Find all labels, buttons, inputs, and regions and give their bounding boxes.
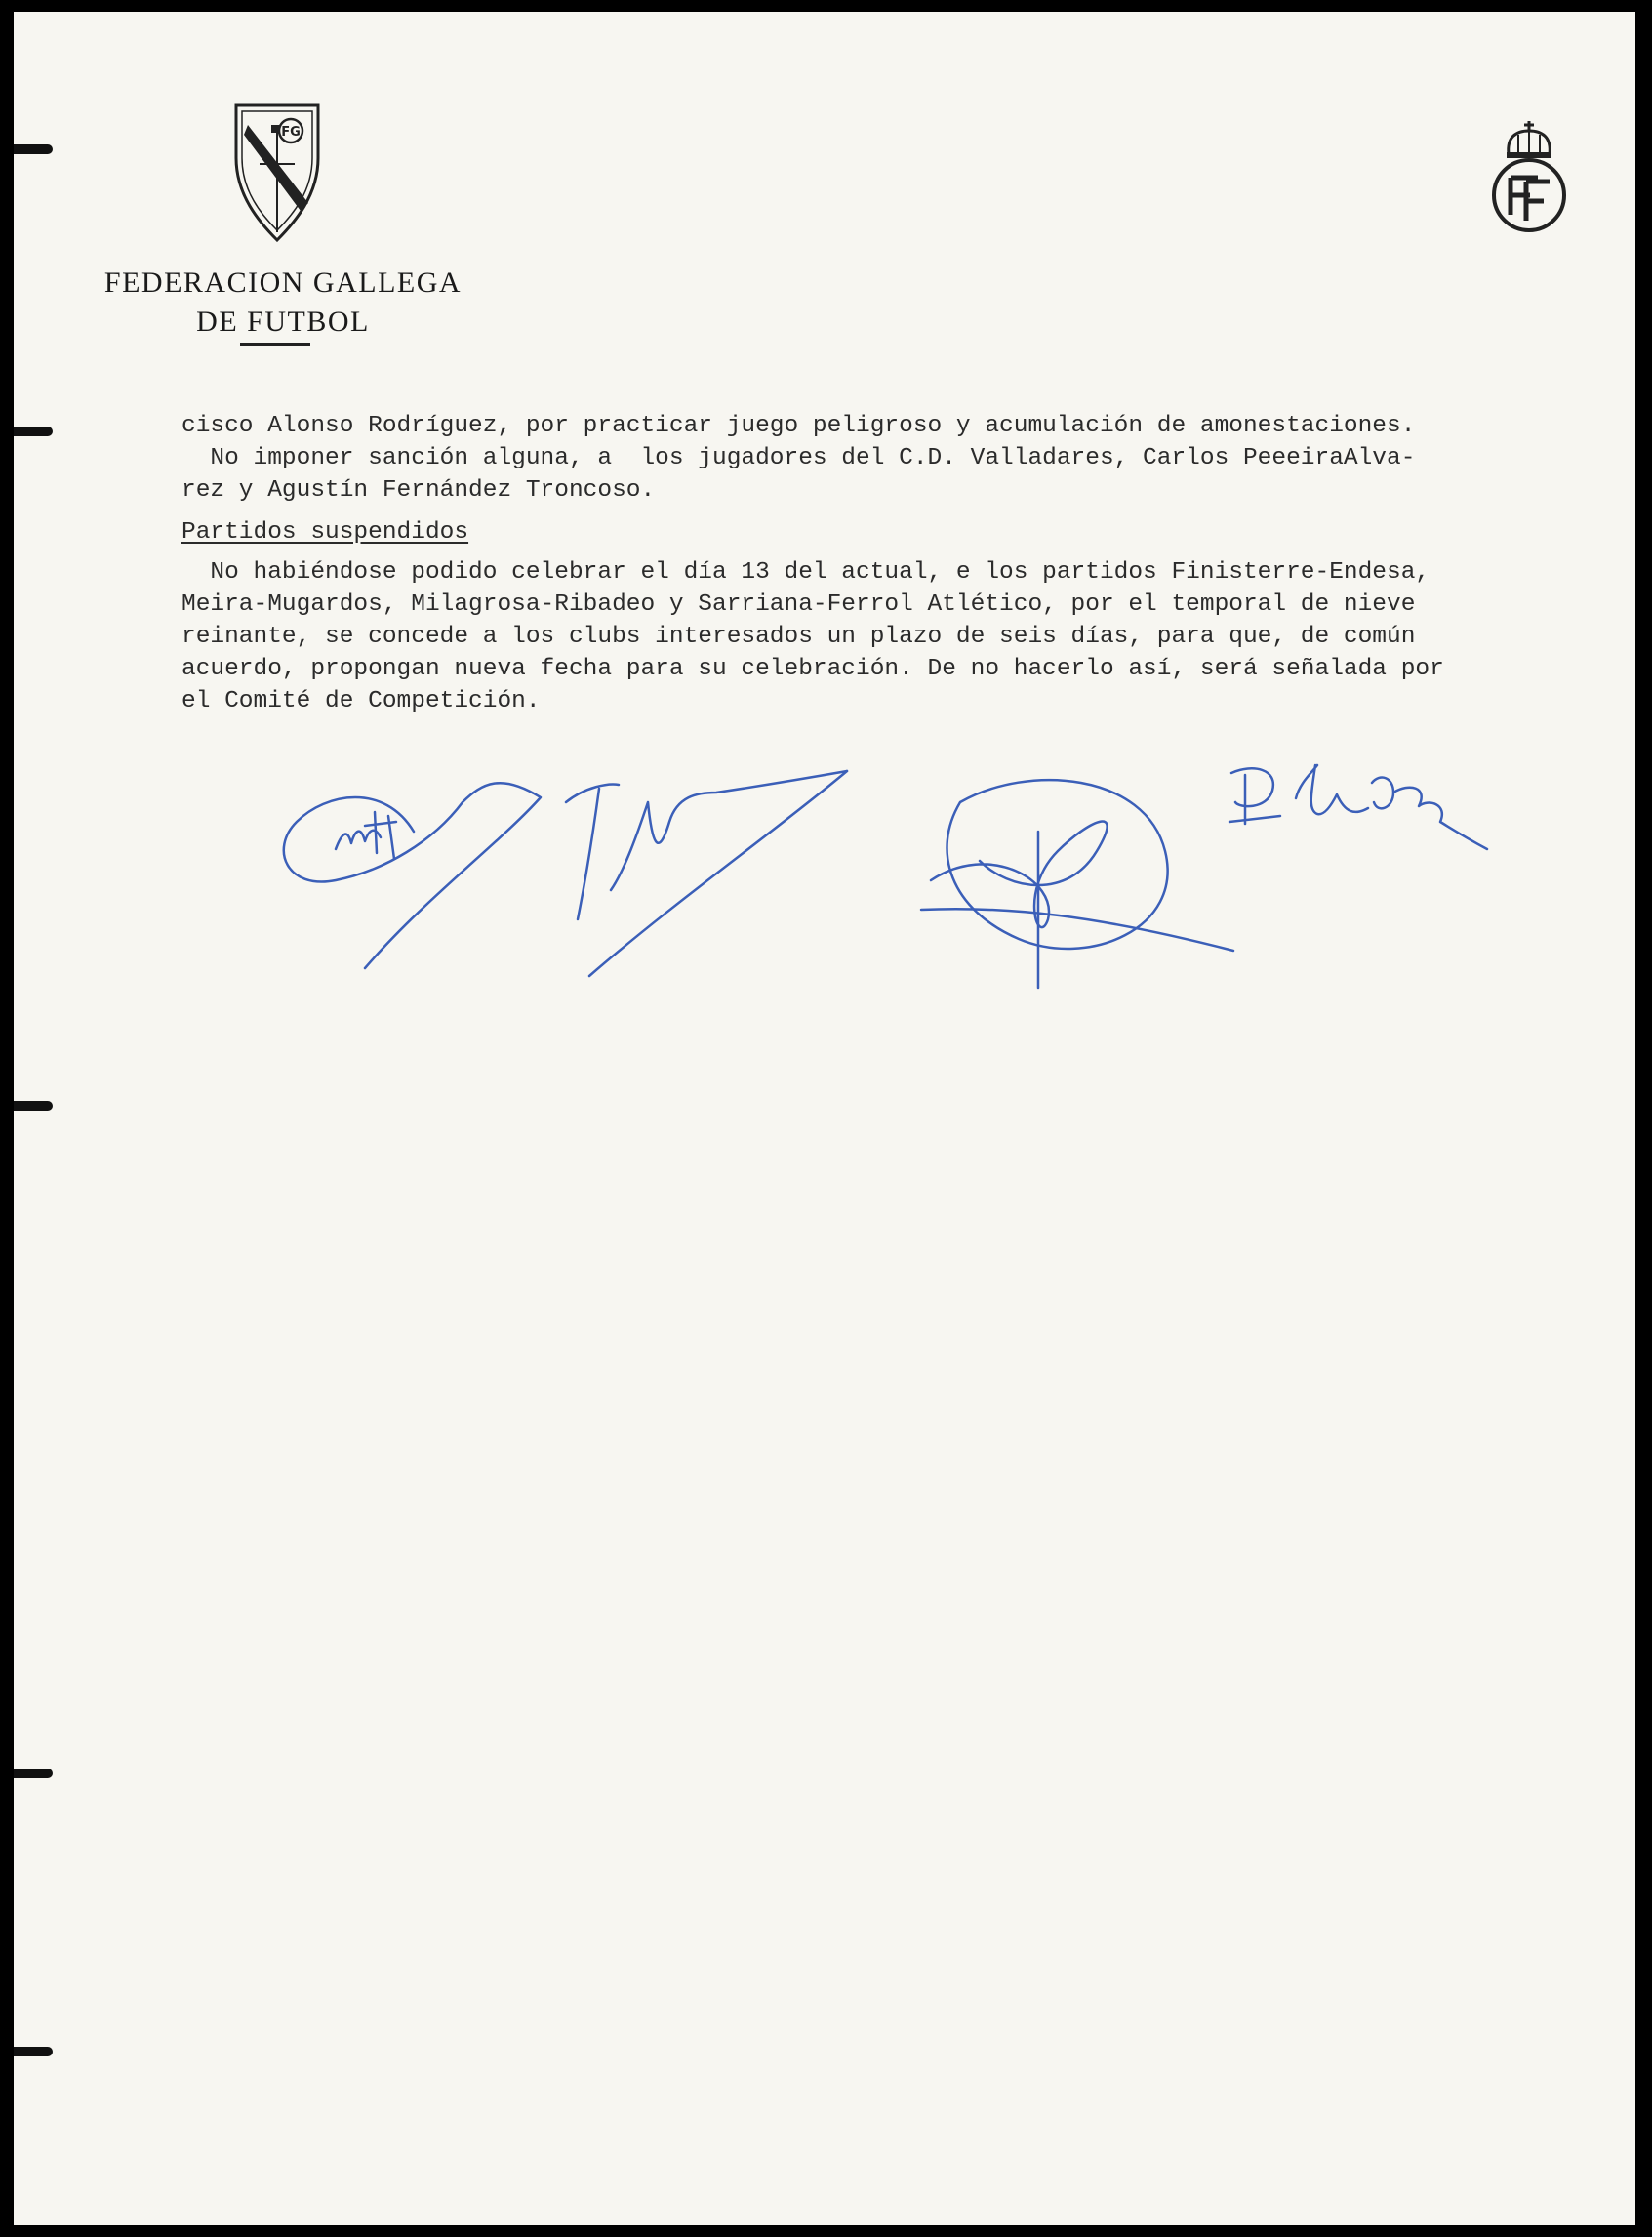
federation-name-line2: DE FUTBOL bbox=[196, 305, 370, 338]
text-line: No habiéndose podido celebrar el día 13 del actual, e los partidos Finisterre-Endesa, bbox=[181, 559, 1430, 586]
header-divider bbox=[240, 343, 310, 346]
real-federacion-espanola-crest-icon bbox=[1487, 119, 1571, 234]
svg-text:FG: FG bbox=[281, 125, 301, 140]
text-line: cisco Alonso Rodríguez, por practicar juego peligroso y acumulación de amonestaciones. bbox=[181, 413, 1416, 439]
document-page bbox=[14, 12, 1635, 2225]
federation-name bbox=[78, 264, 488, 342]
binder-hole bbox=[14, 144, 53, 154]
section-heading-text: Partidos suspendidos bbox=[181, 519, 469, 546]
signatures bbox=[14, 744, 1635, 1007]
binder-hole bbox=[14, 1101, 53, 1111]
binder-hole bbox=[14, 2047, 53, 2056]
text-line: el Comité de Competición. bbox=[181, 688, 541, 714]
federation-name-line1: FEDERACION GALLEGA bbox=[103, 266, 463, 299]
federacion-gallega-crest-icon bbox=[230, 102, 324, 244]
text-line: acuerdo, propongan nueva fecha para su celebración. De no hacerlo así, será señalada por bbox=[181, 656, 1444, 682]
binder-hole bbox=[14, 1769, 53, 1778]
section-heading bbox=[181, 516, 1635, 549]
signature-3 bbox=[921, 780, 1233, 988]
binder-hole bbox=[14, 427, 53, 436]
signature-1 bbox=[284, 783, 541, 968]
text-line: rez y Agustín Fernández Troncoso. bbox=[181, 477, 656, 504]
text-line: No imponer sanción alguna, a los jugadores del C.D. Valladares, Carlos PeeeiraAlva- bbox=[181, 445, 1416, 471]
document-body bbox=[181, 410, 1635, 717]
signature-4 bbox=[1229, 765, 1487, 849]
text-line: reinante, se concede a los clubs interesados un plazo de seis días, para que, de común bbox=[181, 624, 1416, 650]
signature-2 bbox=[566, 771, 847, 976]
text-line: Meira-Mugardos, Milagrosa-Ribadeo y Sarriana-Ferrol Atlético, por el temporal de nieve bbox=[181, 591, 1416, 618]
